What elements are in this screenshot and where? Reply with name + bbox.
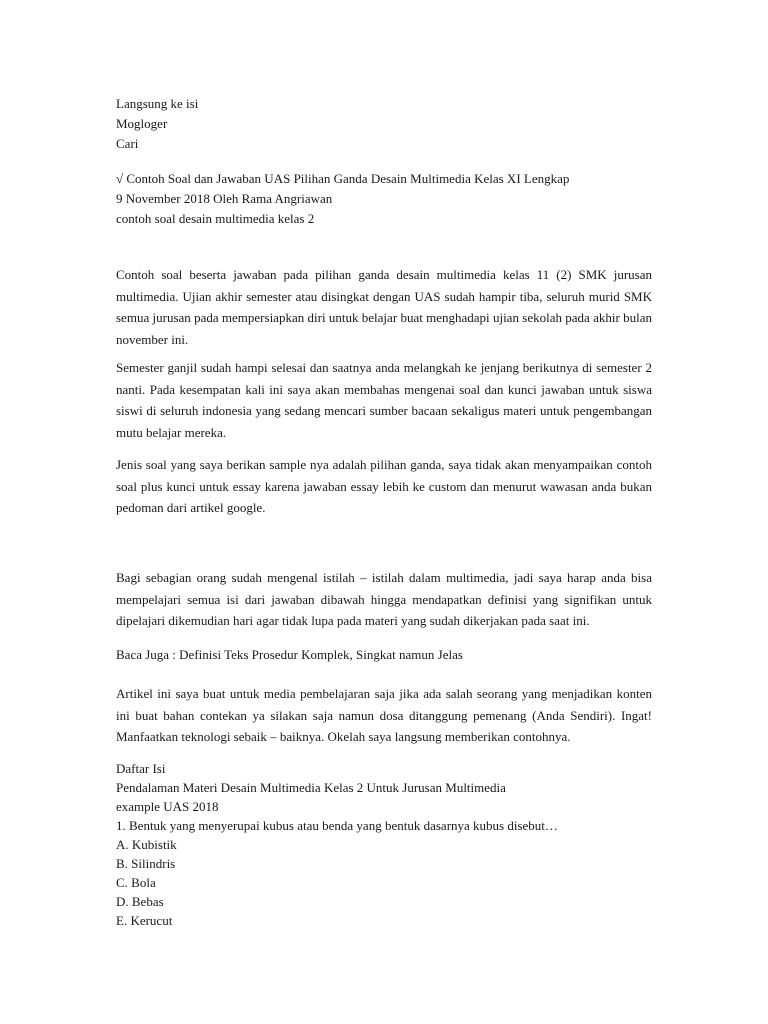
skip-to-content-link[interactable]: Langsung ke isi — [116, 96, 199, 111]
answer-option: C. Bola — [116, 875, 156, 890]
paragraph-artikel: Artikel ini saya buat untuk media pembelajaran saja jika ada salah seorang yang menjadikan konten ini buat bahan contekan ya silakan saja namun dosa ditanggung pemenang (Anda Sendiri). Ingat! Manfaatkan teknologi sebaik – baiknya. Okelah saya langsung memberikan contohnya. — [116, 686, 652, 744]
toc-title: Daftar Isi — [116, 761, 166, 776]
paragraph-intro: Contoh soal beserta jawaban pada pilihan ganda desain multimedia kelas 11 (2) SMK jurusan multimedia. Ujian akhir semester atau disingkat dengan UAS sudah hampir tiba, seluruh murid SMK semua jurusan pada mempersiapkan diri untuk belajar buat menghadapi ujian sekolah pada akhir bulan november ini. — [116, 267, 652, 347]
answer-option: B. Silindris — [116, 856, 176, 871]
toc-item[interactable]: Pendalaman Materi Desain Multimedia Kelas 2 Untuk Jurusan Multimedia — [116, 780, 506, 795]
question-text: 1. Bentuk yang menyerupai kubus atau benda yang bentuk dasarnya kubus disebut… — [116, 818, 558, 833]
answer-option: A. Kubistik — [116, 837, 177, 852]
article-tag[interactable]: contoh soal desain multimedia kelas 2 — [116, 211, 315, 226]
answer-option: D. Bebas — [116, 894, 164, 909]
paragraph-semester: Semester ganjil sudah hampi selesai dan saatnya anda melangkah ke jenjang berikutnya di semester 2 nanti. Pada kesempatan kali ini saya akan membahas mengenai soal dan kunci jawaban untuk siswa siswi di seluruh indonesia yang sedang mencari sumber bacaan sekaligus materi untuk pengembangan mutu belajar mereka. — [116, 360, 652, 440]
site-name[interactable]: Mogloger — [116, 116, 168, 131]
search-link[interactable]: Cari — [116, 136, 139, 151]
baca-juga-link[interactable]: Baca Juga : Definisi Teks Prosedur Komplek, Singkat namun Jelas — [116, 647, 463, 662]
paragraph-jenis-soal: Jenis soal yang saya berikan sample nya adalah pilihan ganda, saya tidak akan menyampaikan contoh soal plus kunci untuk essay karena jawaban essay lebih ke custom dan menurut wawasan anda bukan pedoman dari artikel google. — [116, 457, 652, 515]
paragraph-istilah: Bagi sebagian orang sudah mengenal istilah – istilah dalam multimedia, jadi saya harap anda bisa mempelajari semua isi dari jawaban dibawah hingga mendapatkan definisi yang signifikan untuk dipelajari dikemudian hari agar tidak lupa pada materi yang sudah dikerjakan pada saat ini. — [116, 570, 652, 628]
article-meta: 9 November 2018 Oleh Rama Angriawan — [116, 191, 333, 206]
answer-option: E. Kerucut — [116, 913, 173, 928]
toc-item[interactable]: example UAS 2018 — [116, 799, 219, 814]
article-title: √ Contoh Soal dan Jawaban UAS Pilihan Ganda Desain Multimedia Kelas XI Lengkap — [116, 171, 570, 186]
